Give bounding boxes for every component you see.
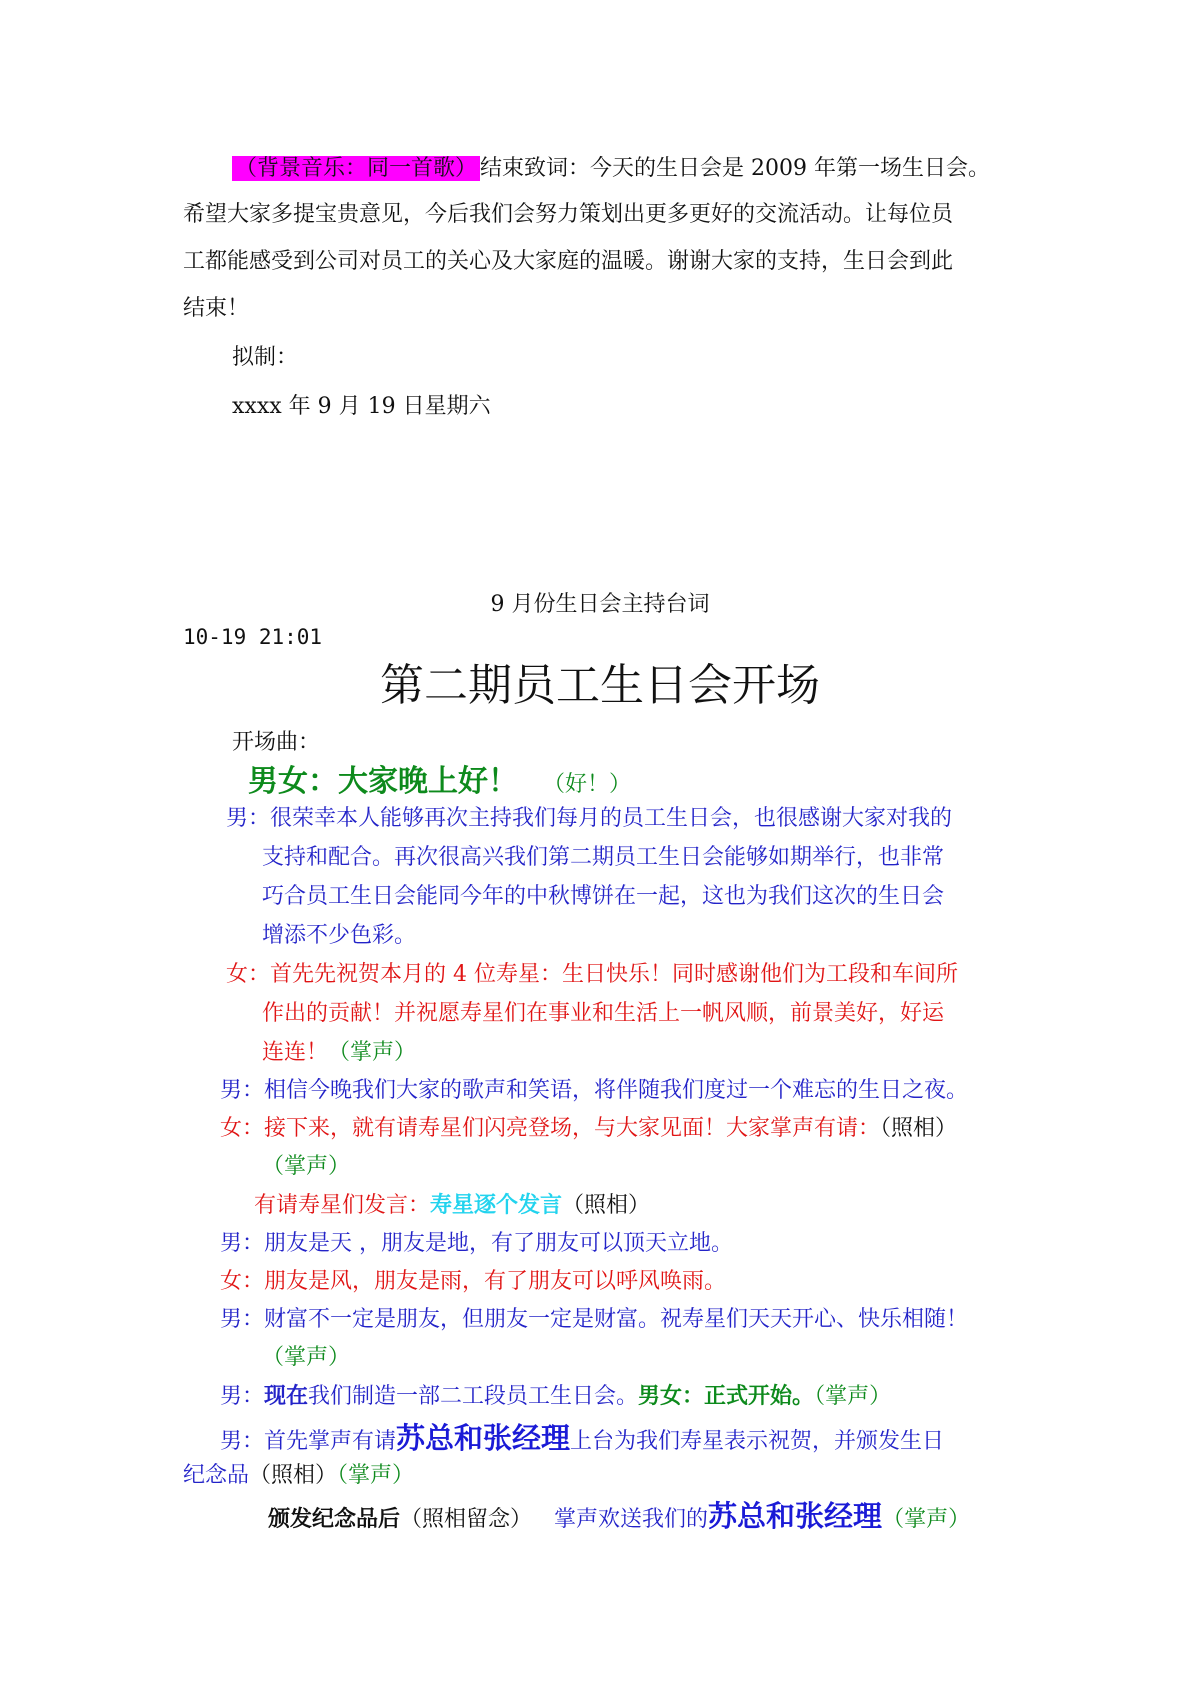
p5-text: 有请寿星们发言： [254, 1193, 431, 1218]
p9-c: 我们制造一部二工段员工生日会。 [308, 1384, 639, 1409]
p11-a: 颁发纪念品后 [268, 1507, 401, 1532]
p10-a: 男：首先掌声有请 [220, 1429, 397, 1454]
greeting-main: 男女：大家晚上好！ [248, 764, 518, 799]
p9-line [220, 1381, 891, 1412]
opening-label: 开场曲： [232, 730, 321, 755]
closing-date: xxxx 年 9 月 19 日星期六 [232, 394, 491, 419]
closing-line-4: 结束！ [183, 296, 250, 321]
p5-line [254, 1190, 650, 1221]
photo-3: （照相） [249, 1463, 338, 1488]
p2-text-3: 连连！ [262, 1040, 329, 1065]
p11-b: （照相留念） [400, 1507, 533, 1532]
applause-5: （掌声） [337, 1463, 415, 1488]
p10-line-1 [220, 1420, 944, 1460]
p4-line [220, 1114, 957, 1144]
p1-line-1: 男：很荣幸本人能够再次主持我们每月的员工生日会，也很感谢大家对我的 [226, 806, 953, 831]
p11-line [268, 1498, 970, 1538]
p7-line: 女：朋友是风，朋友是雨，有了朋友可以呼风唤雨。 [220, 1269, 727, 1294]
closing-line-1 [232, 154, 990, 184]
applause-1: （掌声） [328, 1040, 417, 1065]
page-title: 第二期员工生日会开场 [380, 660, 820, 711]
applause-3: （掌声） [262, 1345, 351, 1370]
photo-1: （照相） [880, 1116, 958, 1141]
timestamp: 10-19 21:01 [183, 625, 323, 649]
closing-text-1: 结束致词：今天的生日会是 2009 年第一场生日会。 [480, 156, 990, 181]
music-tag: （背景音乐：同一首歌） [232, 156, 480, 181]
p6-line: 男：朋友是天 ，朋友是地，有了朋友可以顶天立地。 [220, 1231, 733, 1256]
applause-6: （掌声） [882, 1507, 971, 1532]
photo-2: （照相） [562, 1193, 651, 1218]
p10-c: 上台为我们寿星表示祝贺，并颁发生日 [570, 1429, 945, 1454]
p11-names: 苏总和张经理 [708, 1499, 883, 1533]
p1-line-4: 增添不少色彩。 [262, 923, 417, 948]
greeting-reply: （好！） [543, 772, 632, 797]
p3-line: 男：相信今晚我们大家的歌声和笑语，将伴随我们度过一个难忘的生日之夜。 [220, 1078, 969, 1103]
p2-line-3 [262, 1038, 416, 1068]
p5-highlight: 寿星逐个发言 [430, 1192, 563, 1218]
p2-line-1: 女：首先先祝贺本月的 4 位寿星：生日快乐！同时感谢他们为工段和车间所 [226, 962, 958, 987]
p10-d: 纪念品 [183, 1463, 250, 1488]
p9-d: 男女：正式开始。 [638, 1383, 815, 1409]
greeting-line [248, 762, 631, 805]
p10-names: 苏总和张经理 [396, 1421, 571, 1455]
p9-b: 现在 [264, 1383, 309, 1409]
p9-a: 男： [220, 1384, 265, 1409]
p2-line-2: 作出的贡献！并祝愿寿星们在事业和生活上一帆风顺，前景美好，好运 [262, 1001, 945, 1026]
script-subtitle: 9 月份生日会主持台词 [490, 592, 710, 617]
closing-line-2: 希望大家多提宝贵意见，今后我们会努力策划出更多更好的交流活动。让每位员 [183, 202, 954, 227]
p8-line: 男：财富不一定是朋友，但朋友一定是财富。祝寿星们天天开心、快乐相随！ [220, 1307, 969, 1332]
applause-2: （掌声） [262, 1154, 351, 1179]
p11-c: 掌声欢送我们的 [554, 1507, 709, 1532]
p4-text: 女：接下来，就有请寿星们闪亮登场，与大家见面！大家掌声有请： [220, 1116, 881, 1141]
p10-line-2 [183, 1461, 414, 1491]
p1-line-2: 支持和配合。再次很高兴我们第二期员工生日会能够如期举行，也非常 [262, 845, 945, 870]
drafter-label: 拟制： [232, 345, 299, 370]
p1-line-3: 巧合员工生日会能同今年的中秋博饼在一起，这也为我们这次的生日会 [262, 884, 945, 909]
closing-line-3: 工都能感受到公司对员工的关心及大家庭的温暖。谢谢大家的支持，生日会到此 [183, 249, 954, 274]
applause-4: （掌声） [814, 1384, 892, 1409]
